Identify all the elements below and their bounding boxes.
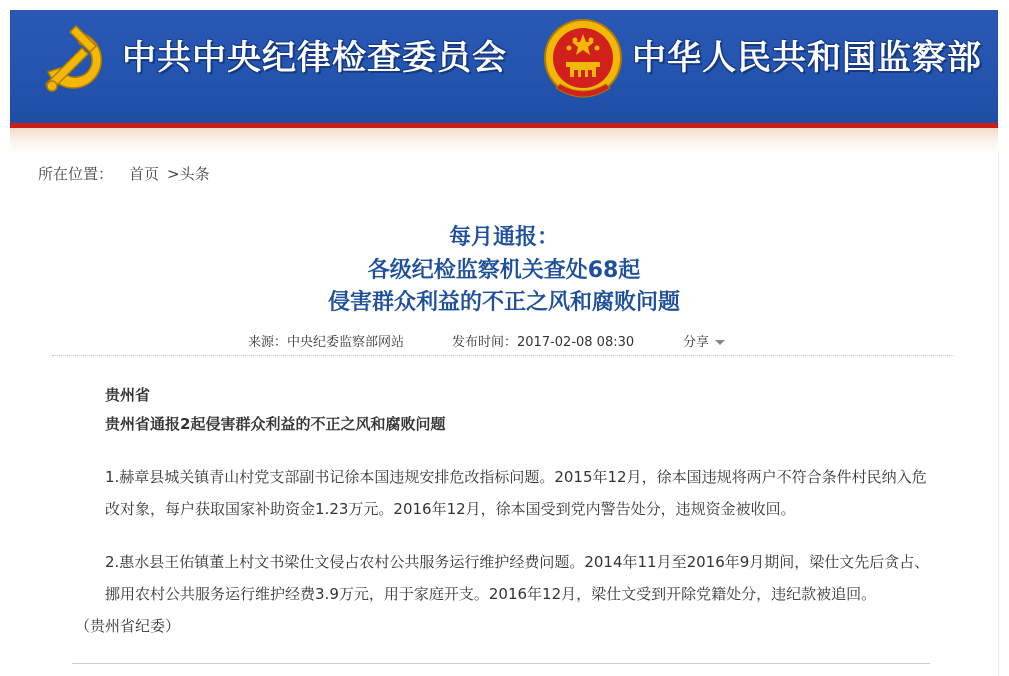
site-banner bbox=[10, 10, 998, 123]
share-label: 分享 bbox=[683, 335, 710, 350]
share-button[interactable] bbox=[683, 331, 725, 350]
breadcrumb-current[interactable]: >头条 bbox=[167, 165, 210, 183]
hammer-sickle-icon bbox=[30, 18, 114, 102]
content-divider bbox=[72, 663, 930, 664]
page-border bbox=[998, 154, 999, 676]
ministry-of-supervision-title: 中华人民共和国监察部 bbox=[632, 38, 982, 78]
article-source: 来源：中央纪委监察部网站 bbox=[248, 335, 405, 350]
breadcrumb-home-link[interactable]: 首页 bbox=[129, 165, 160, 183]
cpc-ccdi-title: 中共中央纪律检查委员会 bbox=[122, 38, 507, 78]
article-title-line-1: 每月通报： bbox=[448, 225, 559, 250]
article-paragraph-1: 1.赫章县城关镇青山村党支部副书记徐本国违规安排危改指标问题。2015年12月，徐本国违规将两户不符合条件村民纳入危改对象，每户获取国家补助资金1.23万元。2016年12月，徐本国受到党内警告处分，违规资金被收回。 bbox=[105, 468, 927, 518]
article-attribution: （贵州省纪委） bbox=[75, 617, 181, 635]
section-heading: 贵州省 bbox=[105, 386, 151, 404]
meta-divider bbox=[52, 355, 954, 356]
article-publish-time: 发布时间：2017-02-08 08:30 bbox=[452, 335, 635, 350]
section-subheading: 贵州省通报2起侵害群众利益的不正之风和腐败问题 bbox=[105, 415, 446, 433]
breadcrumb-label: 所在位置： bbox=[38, 165, 114, 183]
article-title-line-3: 侵害群众利益的不正之风和腐败问题 bbox=[327, 290, 680, 315]
article-paragraph-2: 2.惠水县王佑镇董上村文书梁仕文侵占农村公共服务运行维护经费问题。2014年11月至2016年9月期间，梁仕文先后贪占、挪用农村公共服务运行维护经费3.9万元，用于家庭开支。2016年12月，梁仕文受到开除党籍处分，违纪款被追回。 bbox=[105, 553, 930, 603]
banner-shadow bbox=[10, 128, 998, 154]
breadcrumb bbox=[38, 163, 210, 184]
national-emblem-icon bbox=[542, 14, 624, 106]
chevron-down-icon bbox=[715, 340, 725, 345]
article-title-line-2: 各级纪检监察机关查处68起 bbox=[367, 258, 641, 283]
